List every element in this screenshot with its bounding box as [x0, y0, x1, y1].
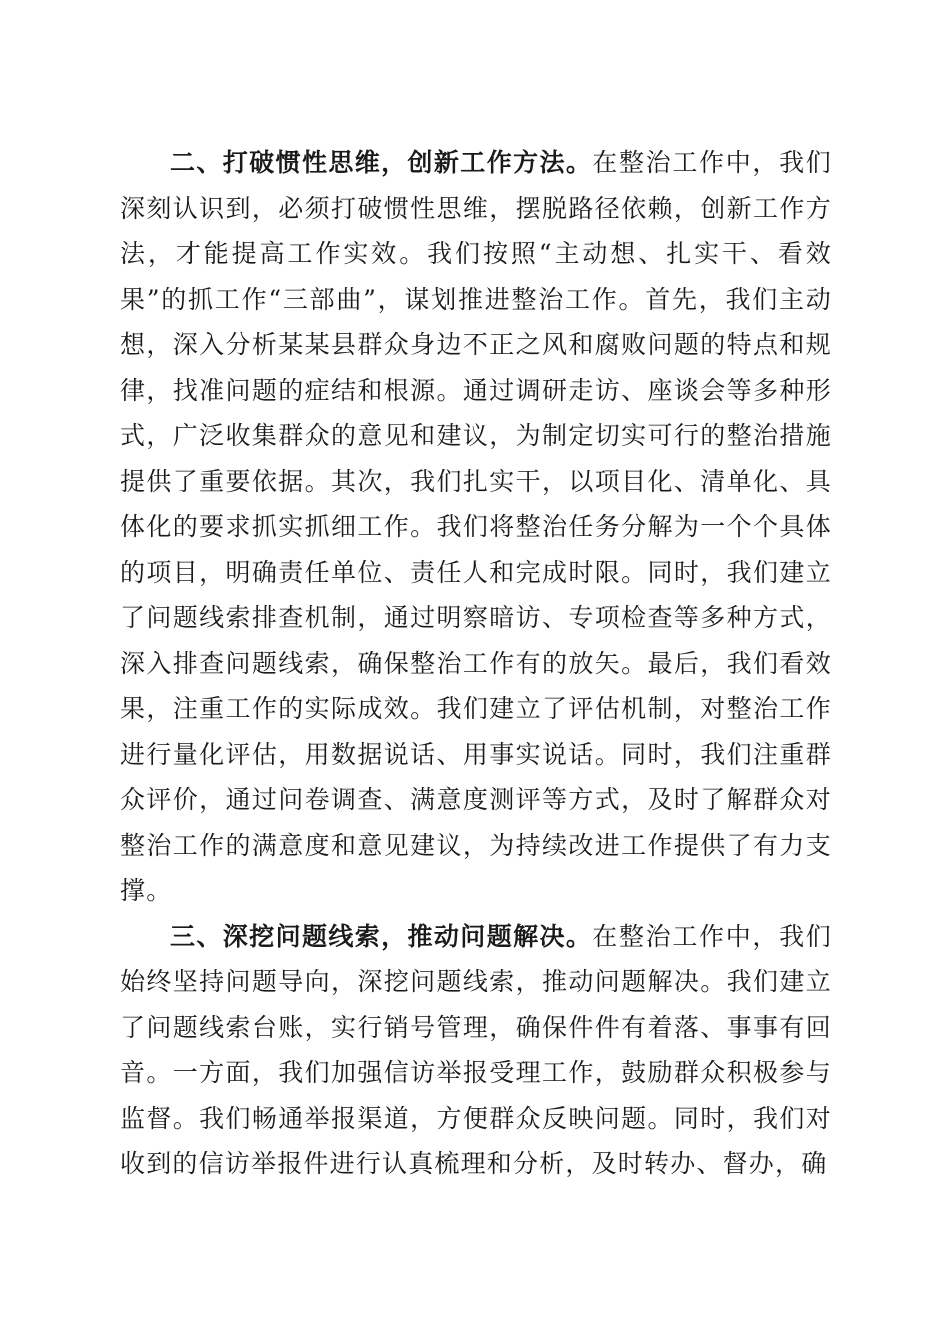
paragraph-body: 在整治工作中，我们始终坚持问题导向，深挖问题线索，推动问题解决。我们建立了问题线索台账，实行销号管理，确保件件有着落、事事有回音。一方面，我们加强信访举报受理工作，鼓励群众积极参与监督。我们畅通举报渠道，方便群众反映问题。同时，我们对收到的信访举报件进行认真梳理和分析，及时转办、督办，确 — [120, 921, 832, 1178]
paragraph-innovate-methods — [120, 140, 832, 914]
paragraph-dig-clues — [120, 914, 832, 1187]
paragraph-body: 在整治工作中，我们深刻认识到，必须打破惯性思维，摆脱路径依赖，创新工作方法，才能提高工作实效。我们按照“主动想、扎实干、看效果”的抓工作“三部曲”，谋划推进整治工作。首先，我们主动想，深入分析某某县群众身边不正之风和腐败问题的特点和规律，找准问题的症结和根源。通过调研走访、座谈会等多种形式，广泛收集群众的意见和建议，为制定切实可行的整治措施提供了重要依据。其次，我们扎实干，以项目化、清单化、具体化的要求抓实抓细工作。我们将整治任务分解为一个个具体的项目，明确责任单位、责任人和完成时限。同时，我们建立了问题线索排查机制，通过明察暗访、专项检查等多种方式，深入排查问题线索，确保整治工作有的放矢。最后，我们看效果，注重工作的实际成效。我们建立了评估机制，对整治工作进行量化评估，用数据说话、用事实说话。同时，我们注重群众评价，通过问卷调查、满意度测评等方式，及时了解群众对整治工作的满意度和意见建议，为持续改进工作提供了有力支撑。 — [120, 148, 832, 905]
paragraph-heading: 二、打破惯性思维，创新工作方法。 — [170, 148, 593, 177]
document-page — [120, 140, 832, 1187]
paragraph-heading: 三、深挖问题线索，推动问题解决。 — [170, 921, 593, 951]
